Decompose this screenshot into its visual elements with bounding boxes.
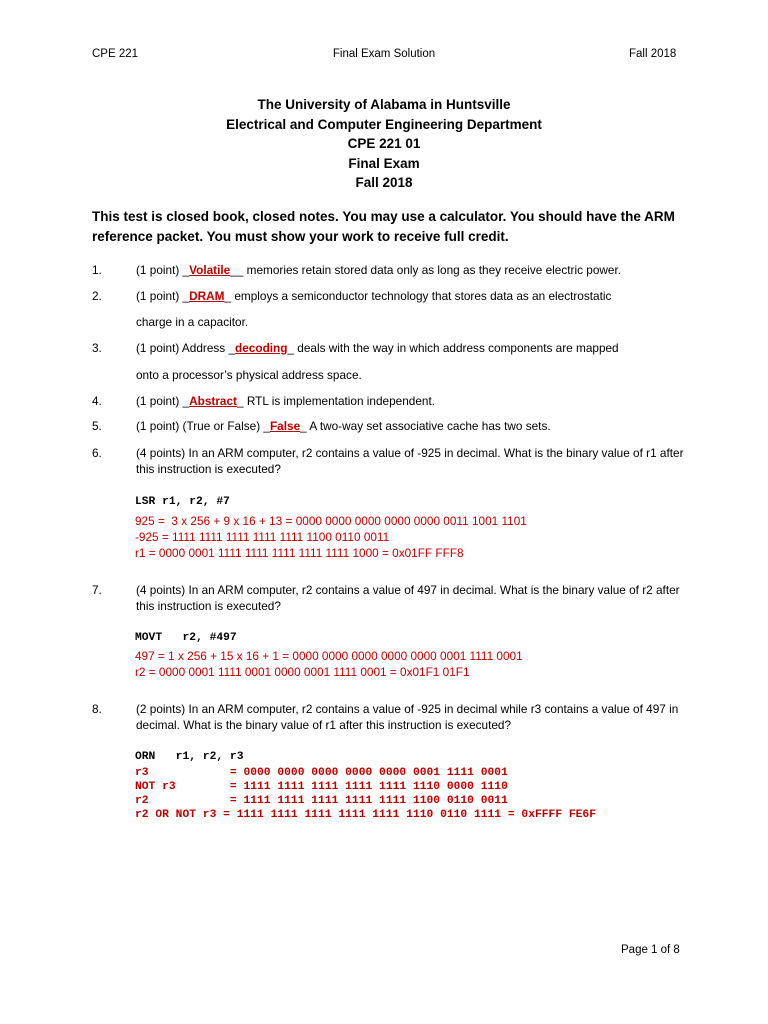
page-number: Page 1 of 8 xyxy=(621,944,680,956)
solution-line: 925 = 3 x 256 + 9 x 16 + 13 = 0000 0000 0000 0000 0000 0011 1001 1101 xyxy=(135,514,527,528)
solution-line: 497 = 1 x 256 + 15 x 16 + 1 = 0000 0000 0000 0000 0000 0001 1111 0001 xyxy=(135,649,523,663)
solution-line: r2 = 0000 0001 1111 0001 0000 0001 1111 0001 = 0x01F1 01F1 xyxy=(135,665,470,679)
exam-instructions: This test is closed book, closed notes. You may use a calculator. You should have the ARM reference packet. You must show your work to receive full credit. xyxy=(92,209,675,244)
answer-blank: Volatile xyxy=(189,263,231,277)
solution-line: r3 = 0000 0000 0000 0000 0000 0001 1111 0001 xyxy=(135,767,508,779)
solution-line: r2 = 1111 1111 1111 1111 1111 1100 0110 0011 xyxy=(135,795,508,807)
question-number: 3. xyxy=(92,341,102,355)
question-text-continued: onto a processor’s physical address space. xyxy=(136,368,362,382)
exam-title-block xyxy=(0,95,768,193)
question-number: 2. xyxy=(92,289,102,303)
header-title: Final Exam Solution xyxy=(332,48,436,60)
answer-blank: False xyxy=(269,419,301,433)
question-text-continued: charge in a capacitor. xyxy=(136,315,249,329)
course-section: CPE 221 01 xyxy=(347,136,421,151)
question-2 xyxy=(92,289,672,329)
solution-line: r1 = 0000 0001 1111 1111 1111 1111 1111 1000 = 0x01FF FFF8 xyxy=(135,546,464,560)
question-number: 4. xyxy=(92,394,102,408)
header-term: Fall 2018 xyxy=(629,48,677,60)
answer-blank: Abstract xyxy=(189,394,237,408)
exam-term: Fall 2018 xyxy=(355,175,413,190)
answer-blank: decoding xyxy=(235,341,288,355)
department-name: Electrical and Computer Engineering Department xyxy=(226,116,542,132)
answer-blank: DRAM xyxy=(189,289,225,303)
exam-name: Final Exam xyxy=(348,155,420,171)
question-3 xyxy=(92,341,672,381)
question-text: (1 point) _Abstract_ RTL is implementation independent. xyxy=(136,394,436,408)
code-instruction: LSR r1, r2, #7 xyxy=(135,496,230,508)
question-number: 8. xyxy=(92,702,102,716)
question-text: (4 points) In an ARM computer, r2 contains a value of -925 in decimal. What is the binary value of r1 after this instruction is executed? xyxy=(136,446,684,476)
solution-line: r2 OR NOT r3 = 1111 1111 1111 1111 1111 1110 0110 1111 = 0xFFFF FE6F xyxy=(135,809,596,821)
code-instruction: MOVT r2, #497 xyxy=(135,632,237,644)
question-text: (1 point) (True or False) _False_ A two-way set associative cache has two sets. xyxy=(136,419,551,433)
solution-line: NOT r3 = 1111 1111 1111 1111 1111 1110 0000 1110 xyxy=(135,781,508,793)
question-number: 5. xyxy=(92,419,102,433)
question-number: 1. xyxy=(92,263,102,277)
question-text: (2 points) In an ARM computer, r2 contains a value of -925 in decimal while r3 contains a value of 497 in decimal. What is the binary value of r1 after this instruction is executed? xyxy=(136,702,679,732)
code-instruction: ORN r1, r2, r3 xyxy=(135,751,244,763)
question-text: (1 point) _DRAM_ employs a semiconductor technology that stores data as an electrostatic xyxy=(136,289,612,303)
university-name: The University of Alabama in Huntsville xyxy=(257,97,511,112)
solution-line: -925 = 1111 1111 1111 1111 1111 1100 0110 0011 xyxy=(135,530,390,544)
question-text: (1 point) _Volatile__ memories retain stored data only as long as they receive electric power. xyxy=(136,263,622,277)
question-number: 7. xyxy=(92,583,102,597)
question-number: 6. xyxy=(92,446,102,460)
question-text: (1 point) Address _decoding_ deals with the way in which address components are mapped xyxy=(136,341,619,355)
question-text: (4 points) In an ARM computer, r2 contains a value of 497 in decimal. What is the binary value of r2 after this instruction is executed? xyxy=(136,583,680,613)
header-course: CPE 221 xyxy=(92,48,139,60)
